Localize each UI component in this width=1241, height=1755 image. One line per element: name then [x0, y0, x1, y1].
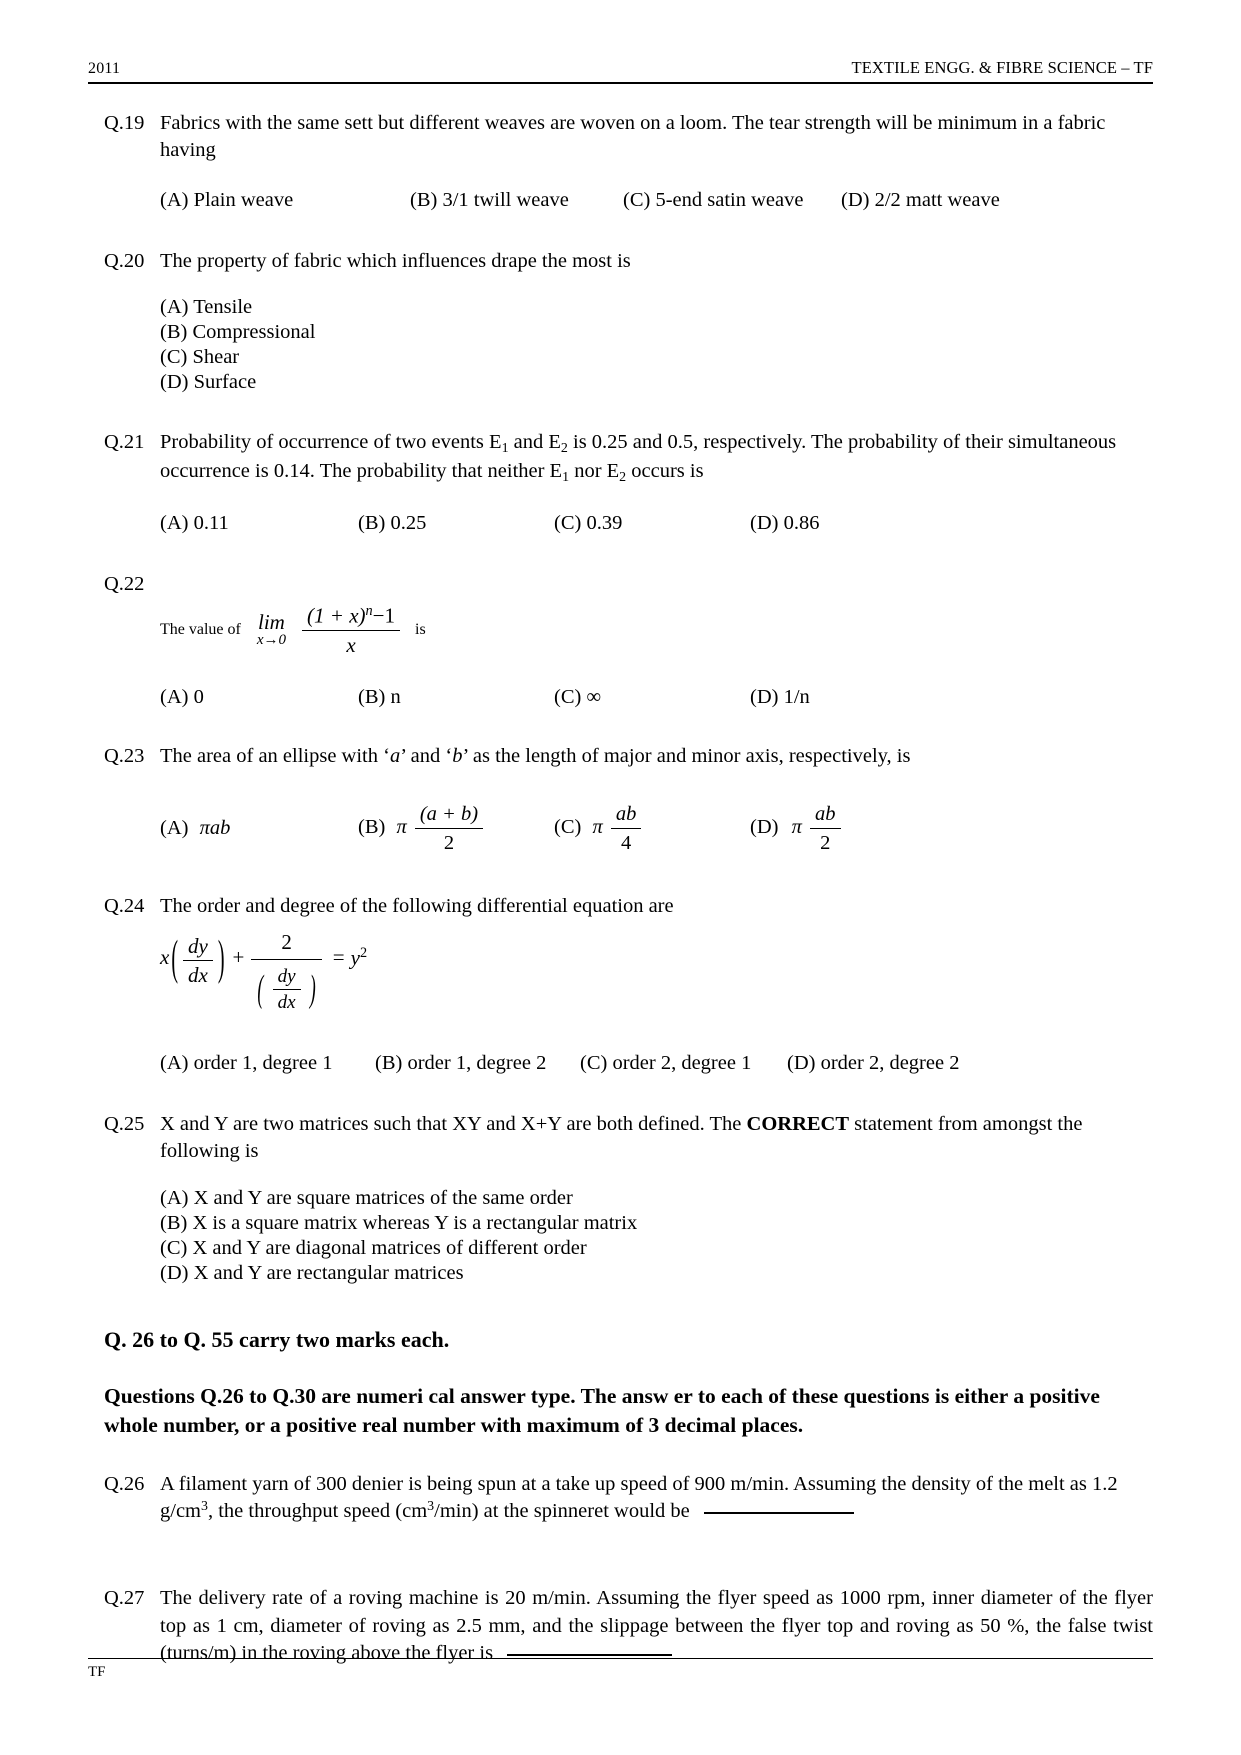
- question-number: Q.20: [104, 249, 145, 272]
- option-a[interactable]: (A) X and Y are square matrices of the same order: [160, 1186, 573, 1209]
- q21-sub-4: 2: [619, 470, 627, 486]
- fraction-numerator: (a + b): [415, 802, 483, 828]
- question-number: Q.19: [104, 112, 145, 134]
- rhs-exponent: 2: [359, 944, 368, 961]
- question-number: Q.23: [104, 745, 145, 768]
- q21-sub-2: 2: [560, 440, 568, 456]
- option-a-expr: πab: [199, 816, 231, 839]
- fraction-denominator: 4: [620, 831, 632, 854]
- question-number: Q.25: [104, 1113, 145, 1136]
- question-q26: [88, 1471, 1153, 1526]
- question-text: [160, 1471, 1153, 1526]
- numerical-answer-note: Questions Q.26 to Q.30 are numeri cal answer type. The answ er to each of these questions is either a positive whole number, or a positive real number with maximum of 3 decimal places.: [104, 1384, 1100, 1438]
- q26-text-b: , the throughput speed (cm: [207, 1500, 428, 1523]
- q22-trail: is: [415, 621, 426, 639]
- differential-equation: [160, 930, 1153, 1042]
- question-text: [160, 429, 1153, 488]
- limit-operator: [257, 611, 286, 649]
- option-a[interactable]: (A) 0.11: [160, 511, 229, 534]
- ellipse-var-a: a: [389, 745, 401, 768]
- limit-fraction: [302, 603, 400, 657]
- option-c[interactable]: (C) Shear: [160, 346, 240, 368]
- options-row: [160, 187, 1153, 214]
- question-text: [160, 1111, 1153, 1166]
- q27-text: The delivery rate of a roving machine is 20 m/min. Assuming the flyer speed as 1000 rpm, inner diameter of the flyer top as 1 cm, diameter of roving as 2.5 mm, and the slippage between the flyer top and roving as 50 %, the false twist (turns/m) in the roving above the flyer is: [160, 1587, 1153, 1664]
- option-c-label: (C): [554, 816, 582, 839]
- option-b[interactable]: (B) X is a square matrix whereas Y is a rectangular matrix: [160, 1211, 638, 1234]
- option-d[interactable]: (D) 2/2 matt weave: [841, 188, 1000, 211]
- q25-bold-word: CORRECT: [746, 1113, 850, 1136]
- ellipse-var-b: b: [452, 745, 463, 768]
- question-text: [160, 598, 1153, 662]
- option-a[interactable]: (A) order 1, degree 1: [160, 1051, 333, 1074]
- q21-part-5: occurs is: [626, 460, 704, 483]
- dy-dx-second: [273, 966, 301, 1015]
- options-row: [160, 799, 1153, 859]
- question-q21: [88, 429, 1153, 537]
- left-paren-big: (: [171, 931, 178, 986]
- rhs-base: y: [350, 945, 360, 970]
- fraction-numerator: dy: [183, 934, 213, 961]
- answer-blank-q26[interactable]: [704, 1511, 854, 1514]
- q21-sub-1: 1: [501, 440, 509, 456]
- options-row: [160, 1050, 1153, 1077]
- question-text: Fabrics with the same sett but different weaves are woven on a loom. The tear strength will be minimum in a fabric having: [160, 112, 1106, 162]
- fraction-denominator: 2: [443, 831, 455, 854]
- option-d[interactable]: (D) Surface: [160, 371, 257, 393]
- option-c[interactable]: (C) π $\frac{ab}{4}$: [554, 802, 750, 854]
- right-paren-small: ): [309, 967, 316, 1010]
- question-number: Q.22: [104, 573, 145, 596]
- option-a[interactable]: (A) 0: [160, 686, 204, 709]
- q21-part-2: and E: [508, 431, 561, 453]
- q21-part-1: Probability of occurrence of two events E: [160, 431, 502, 453]
- option-b[interactable]: (B) Compressional: [160, 321, 316, 343]
- header-year: 2011: [88, 60, 121, 77]
- option-b-label: (B): [358, 816, 386, 839]
- fraction-numerator: 2: [251, 930, 321, 960]
- option-d[interactable]: (D) 1/n: [750, 686, 810, 709]
- limit-lim-label: lim: [258, 610, 285, 635]
- nested-fraction: [251, 930, 321, 1015]
- q21-sub-3: 1: [562, 470, 570, 486]
- option-c-fraction: [611, 802, 642, 854]
- fraction-denominator: dx: [188, 962, 208, 987]
- options-column: [160, 1186, 1153, 1286]
- option-d-fraction: [810, 802, 841, 854]
- question-q27: [88, 1585, 1153, 1667]
- option-b[interactable]: (B) n: [358, 686, 401, 709]
- options-row: [160, 510, 1153, 537]
- limit-subscript: x→0: [256, 632, 287, 649]
- fraction-denominator: dx: [277, 992, 296, 1014]
- question-q22: [88, 571, 1153, 709]
- fraction-numerator: ab: [611, 802, 642, 828]
- fraction-numerator: [302, 603, 400, 630]
- option-d[interactable]: (D) π $\frac{ab}{2}$: [750, 802, 844, 854]
- question-q24: [88, 893, 1153, 1078]
- question-text: The property of fabric which influences drape the most is: [160, 249, 631, 272]
- option-d[interactable]: (D) order 2, degree 2: [787, 1051, 960, 1074]
- page-header: [88, 0, 1153, 82]
- question-q20: [88, 248, 1153, 395]
- question-q19: [88, 110, 1153, 214]
- q26-sup-b: 3: [427, 1498, 435, 1514]
- q22-lead: The value of: [160, 621, 241, 639]
- option-d-label: (D): [750, 816, 779, 839]
- question-text: The area of an ellipse with ‘a’ and ‘b’ as the length of major and minor axis, respectively, is: [160, 745, 911, 768]
- equation-equals: =: [332, 944, 345, 969]
- q26-text-c: /min) at the spinneret would be: [434, 1500, 690, 1523]
- option-c[interactable]: (C) ∞: [554, 686, 602, 709]
- options-row: [160, 686, 1153, 709]
- option-b[interactable]: (B) 3/1 twill weave: [410, 188, 569, 211]
- option-b[interactable]: (B) 0.25: [358, 511, 427, 534]
- q25-text-before: X and Y are two matrices such that XY and X+Y are both defined. The: [160, 1113, 747, 1136]
- q25-text-after: statement from amongst the following is: [160, 1113, 1083, 1163]
- option-d[interactable]: (D) 0.86: [750, 511, 820, 534]
- numerator-exponent: n: [365, 603, 373, 620]
- options-column: [160, 295, 1153, 395]
- option-a-label: (A): [160, 816, 189, 839]
- option-c[interactable]: (C) 5-end satin weave: [623, 188, 804, 211]
- q26-sup-a: 3: [201, 1498, 208, 1514]
- question-number: Q.24: [104, 894, 145, 917]
- fraction-denominator: [251, 960, 321, 1015]
- option-c[interactable]: (C) order 2, degree 1: [580, 1051, 752, 1074]
- fraction-denominator: 2: [820, 831, 831, 854]
- question-number: Q.21: [104, 431, 145, 453]
- fraction-numerator: dy: [273, 966, 301, 990]
- question-text: [160, 1585, 1153, 1667]
- page-footer: [88, 1658, 1153, 1681]
- q21-part-3: is 0.25 and 0.5, respectively. The probability of their simultaneous occurrence is 0.14. The probability that neither E: [160, 431, 1117, 483]
- equation-plus: +: [232, 944, 245, 969]
- equation-rhs: [351, 944, 367, 972]
- question-number: Q.27: [104, 1587, 145, 1610]
- marks-section-heading: Q. 26 to Q. 55 carry two marks each.: [104, 1326, 450, 1352]
- q21-part-4: nor E: [569, 460, 620, 483]
- option-a[interactable]: (A) Plain weave: [160, 188, 294, 211]
- option-b[interactable]: (B) π $\frac{(a + b)}{2}$: [358, 802, 554, 854]
- numerator-base: (1 + x): [307, 603, 366, 628]
- right-paren-big: ): [217, 931, 225, 986]
- option-c[interactable]: (C) 0.39: [554, 511, 623, 534]
- option-a[interactable]: (A) Tensile: [160, 296, 253, 318]
- option-a[interactable]: [160, 815, 358, 842]
- left-paren-small: (: [257, 967, 264, 1010]
- option-d[interactable]: (D) X and Y are rectangular matrices: [160, 1261, 464, 1284]
- fraction-denominator: x: [346, 632, 356, 657]
- question-number: Q.26: [104, 1472, 145, 1495]
- footer-label: TF: [88, 1664, 106, 1680]
- answer-blank-q27[interactable]: [507, 1653, 672, 1656]
- fraction-numerator: ab: [810, 802, 841, 828]
- question-q25: [88, 1111, 1153, 1286]
- equation-x: x: [160, 944, 170, 969]
- numerator-tail: −1: [372, 603, 395, 628]
- question-q23: [88, 743, 1153, 858]
- dy-dx-first: [183, 934, 213, 988]
- option-b[interactable]: (B) order 1, degree 2: [375, 1051, 547, 1074]
- option-c[interactable]: (C) X and Y are diagonal matrices of different order: [160, 1236, 587, 1259]
- header-rule: [88, 82, 1153, 84]
- question-text: The order and degree of the following differential equation are: [160, 894, 674, 917]
- q26-text-a: A filament yarn of 300 denier is being spun at a take up speed of 900 m/min. Assuming the density of the melt as 1.2 g/cm: [160, 1472, 1118, 1523]
- option-b-fraction: [415, 802, 483, 854]
- header-subject: TEXTILE ENGG. & FIBRE SCIENCE – TF: [851, 58, 1153, 77]
